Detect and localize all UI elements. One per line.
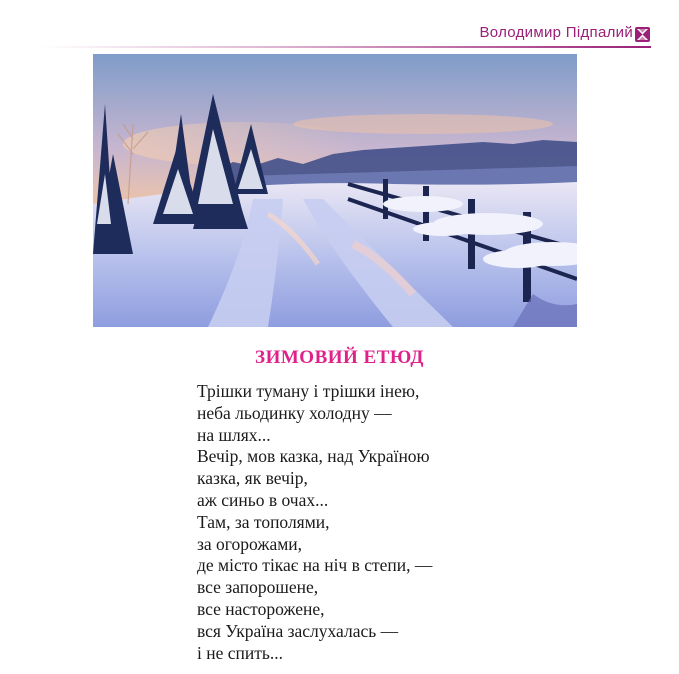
poem-line: на шлях... — [197, 424, 271, 445]
page-nav-icon[interactable] — [635, 27, 650, 42]
page-header — [0, 22, 679, 52]
poem-line: Трішки туману і трішки інею, — [197, 381, 420, 401]
winter-landscape-photo — [93, 54, 577, 327]
poem-line: все запорошене, — [197, 577, 319, 598]
poem-line: за огорожами, — [197, 533, 303, 554]
poem-line: казка, як вечір, — [197, 468, 308, 489]
author-name: Володимир Підпалий — [479, 24, 633, 41]
poem-body — [197, 381, 597, 664]
poem-line: Вечір, мов казка, над Україною — [197, 446, 430, 467]
poem-line: Там, за тополями, — [197, 511, 330, 532]
poem-title: ЗИМОВИЙ ЕТЮД — [255, 347, 424, 368]
poem-line: неба льодинку холодну — — [197, 402, 392, 423]
poem-line: де місто тікає на ніч в степи, — — [197, 555, 433, 576]
poem-line: і не спить... — [197, 642, 283, 663]
poem-line: вся Україна заслухалась — — [197, 620, 399, 641]
header-divider — [40, 46, 651, 48]
poem-line: все насторожене, — [197, 598, 325, 619]
poem-line: аж синьо в очах... — [197, 489, 329, 510]
